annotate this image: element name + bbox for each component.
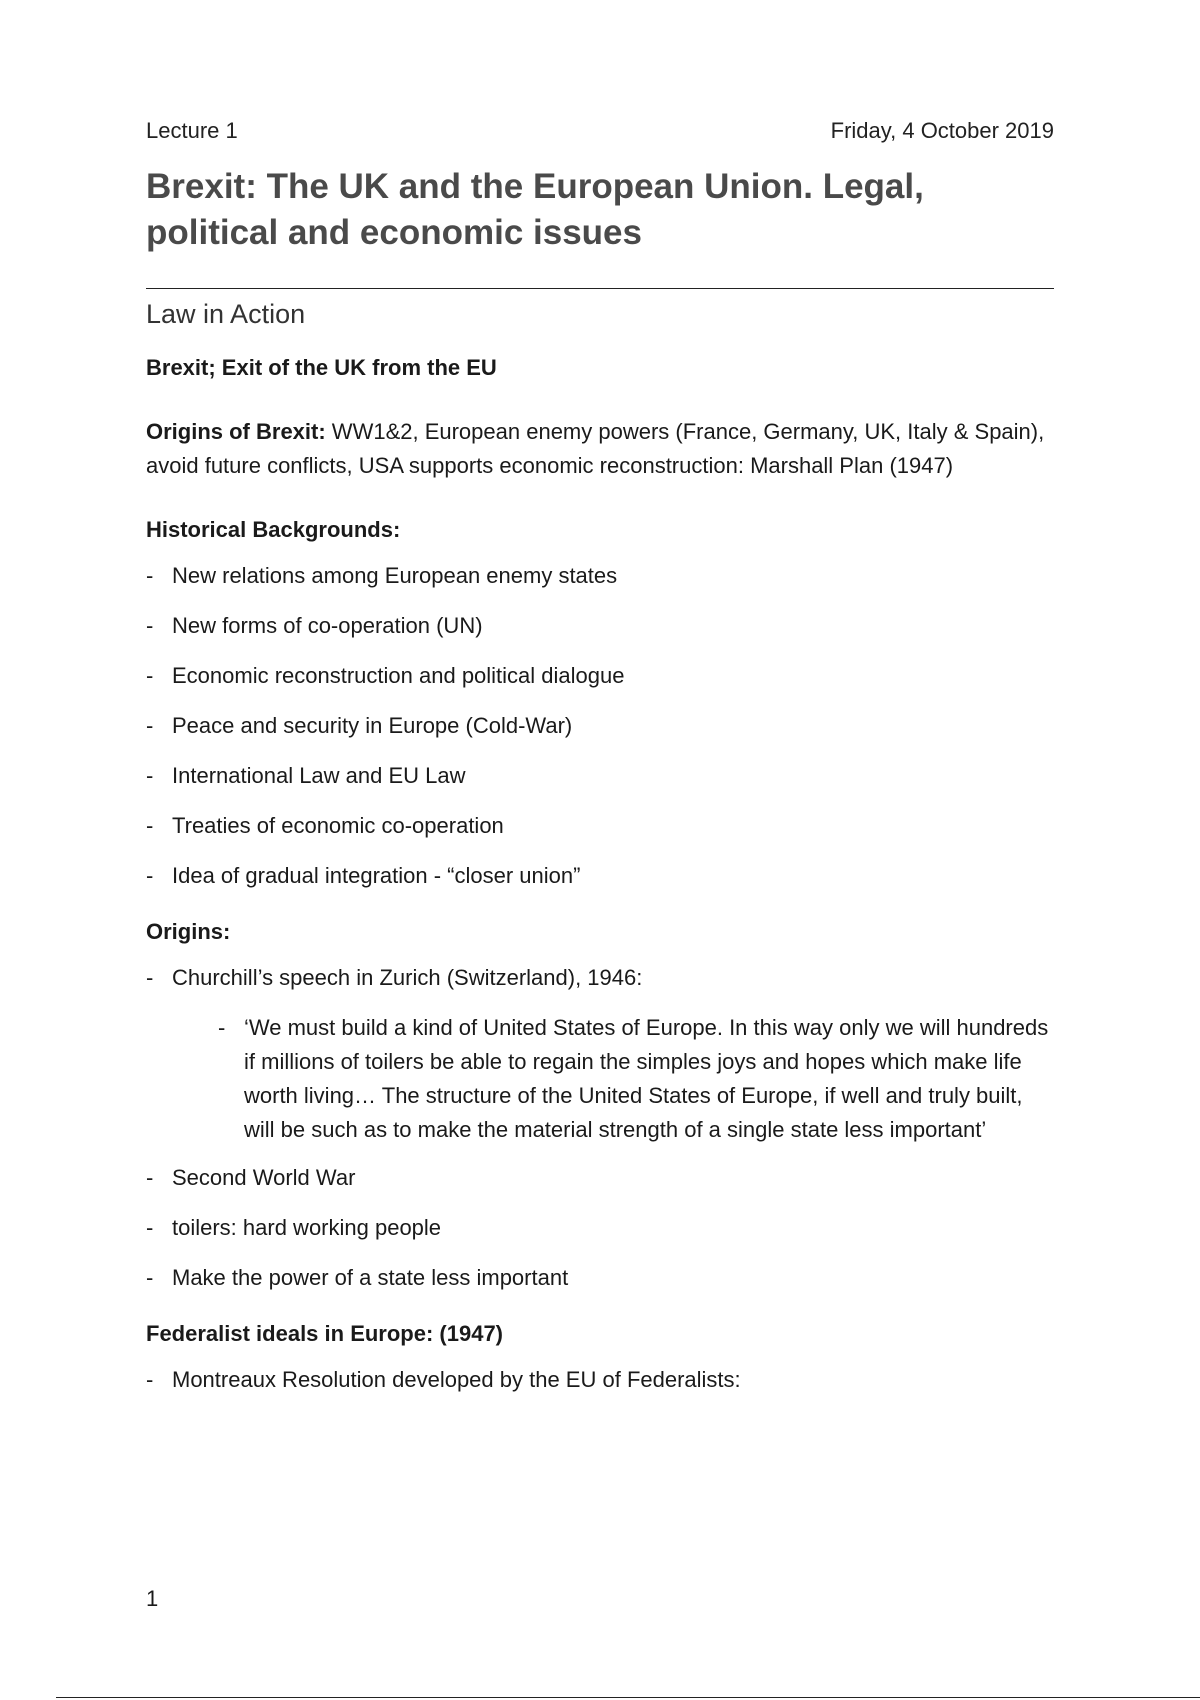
document-title xyxy=(146,164,1054,256)
list-item: - Second World War xyxy=(146,1161,1054,1195)
origins-list-continued xyxy=(146,1161,1054,1295)
heading-brexit: Brexit; Exit of the UK from the EU xyxy=(146,355,497,380)
dash-bullet: - xyxy=(146,1367,154,1392)
dash-bullet: - xyxy=(146,663,154,688)
historical-backgrounds-list xyxy=(146,559,1054,893)
list-item: - Make the power of a state less important xyxy=(146,1261,1054,1295)
page-bottom-divider xyxy=(56,1697,1200,1698)
origins-of-brexit-paragraph xyxy=(146,415,1054,483)
heading-federalist-ideals: Federalist ideals in Europe: (1947) xyxy=(146,1321,504,1346)
dash-bullet: - xyxy=(146,813,154,838)
list-item: - Peace and security in Europe (Cold-War) xyxy=(146,709,1054,743)
dash-bullet: - xyxy=(146,965,154,990)
dash-bullet: - xyxy=(146,1165,154,1190)
title-divider xyxy=(146,288,1054,289)
list-item: - Economic reconstruction and political dialogue xyxy=(146,659,1054,693)
list-item: - Churchill’s speech in Zurich (Switzerland), 1946: xyxy=(146,961,1054,995)
document-subtitle: Law in Action xyxy=(146,299,306,329)
list-item: - toilers: hard working people xyxy=(146,1211,1054,1245)
heading-origins: Origins: xyxy=(146,919,231,944)
title-line-1: Brexit: The UK and the European Union. Legal, xyxy=(146,167,924,206)
list-item: - New relations among European enemy states xyxy=(146,559,1054,593)
churchill-quote-list xyxy=(218,1011,1054,1147)
origins-of-brexit-label: Origins of Brexit: xyxy=(146,419,326,444)
lecture-label: Lecture 1 xyxy=(146,118,238,143)
churchill-quote: ‘We must build a kind of United States of Europe. In this way only we will hundreds if millions of toilers be able to regain the simples joys and hopes which make life worth living… The structure of the United States of Europe, if well and truly built, will be such as to make the material strength of a single state less important’ xyxy=(244,1015,1049,1142)
dash-bullet: - xyxy=(146,613,154,638)
lecture-date: Friday, 4 October 2019 xyxy=(830,118,1054,143)
dash-bullet: - xyxy=(146,563,154,588)
dash-bullet: - xyxy=(218,1015,226,1040)
list-item: - Idea of gradual integration - “closer union” xyxy=(146,859,1054,893)
document-page xyxy=(146,118,1054,1413)
list-item: - International Law and EU Law xyxy=(146,759,1054,793)
dash-bullet: - xyxy=(146,863,154,888)
title-line-2: political and economic issues xyxy=(146,213,642,252)
origins-of-brexit-text: WW1&2, European enemy powers (France, Germany, UK, Italy & Spain), avoid future conflicts, USA supports economic reconstruction: Marshall Plan (1947) xyxy=(146,419,1045,478)
heading-historical-backgrounds: Historical Backgrounds: xyxy=(146,517,401,542)
dash-bullet: - xyxy=(146,1215,154,1240)
page-number: 1 xyxy=(146,1586,159,1611)
page-header xyxy=(146,118,1054,148)
dash-bullet: - xyxy=(146,1265,154,1290)
origins-list xyxy=(146,961,1054,995)
list-item: - New forms of co-operation (UN) xyxy=(146,609,1054,643)
list-item: - Treaties of economic co-operation xyxy=(146,809,1054,843)
list-item: - Montreaux Resolution developed by the EU of Federalists: xyxy=(146,1363,1054,1397)
federalist-list xyxy=(146,1363,1054,1397)
quote-item xyxy=(218,1011,1054,1147)
dash-bullet: - xyxy=(146,713,154,738)
dash-bullet: - xyxy=(146,763,154,788)
